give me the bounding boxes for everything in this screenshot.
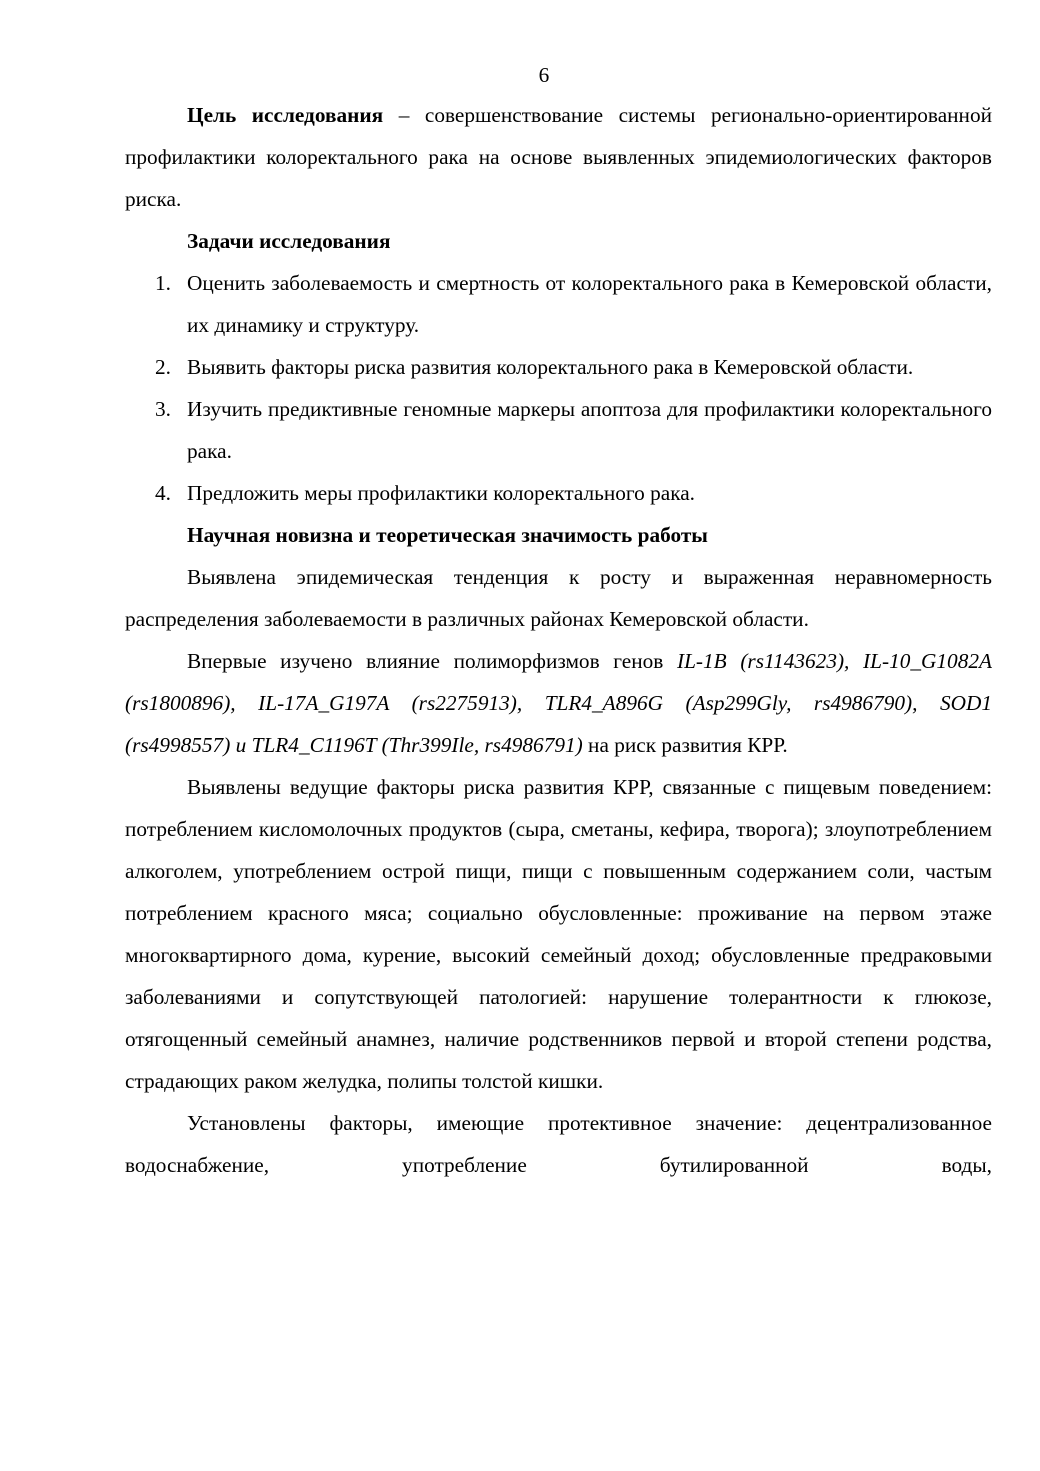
list-item-text: Оценить заболеваемость и смертность от колоректального рака в Кемеровской области, их динамику и структуру. bbox=[187, 271, 992, 337]
goal-label: Цель исследования bbox=[187, 103, 384, 127]
list-item-number: 1. bbox=[155, 271, 171, 295]
novelty-heading: Научная новизна и теоретическая значимость работы bbox=[187, 523, 708, 547]
list-item bbox=[125, 262, 992, 346]
novelty-paragraph-2 bbox=[125, 640, 992, 766]
list-item-number: 2. bbox=[155, 355, 171, 379]
novelty-paragraph-4: Установлены факторы, имеющие протективное значение: децентрализованное водоснабжение, употребление бутилированной воды, bbox=[125, 1111, 992, 1177]
page-content bbox=[125, 94, 992, 1186]
tasks-list bbox=[125, 262, 992, 514]
list-item-number: 3. bbox=[155, 397, 171, 421]
list-item-number: 4. bbox=[155, 481, 171, 505]
page-number: 6 bbox=[538, 63, 550, 87]
novelty-paragraph-1: Выявлена эпидемическая тенденция к росту и выраженная неравномерность распределения заболеваемости в различных районах Кемеровской области. bbox=[125, 565, 992, 631]
list-item-text: Изучить предиктивные геномные маркеры апоптоза для профилактики колоректального рака. bbox=[187, 397, 992, 463]
novelty-paragraph-3: Выявлены ведущие факторы риска развития КРР, связанные с пищевым поведением: потреблением кисломолочных продуктов (сыра, сметаны, кефира, творога); злоупотреблением алкоголем, употреблением острой пищи, пищи с повышенным содержанием соли, частым потреблением красного мяса; социально обусловленные: проживание на первом этаже многоквартирного дома, курение, высокий семейный доход; обусловленные предраковыми заболеваниями и сопутствующей патологией: нарушение толерантности к глюкозе, отягощенный семейный анамнез, наличие родственников первой и второй степени родства, страдающих раком желудка, полипы толстой кишки. bbox=[125, 775, 992, 1093]
paragraph-text: Впервые изучено влияние полиморфизмов генов bbox=[187, 649, 677, 673]
list-item bbox=[125, 472, 992, 514]
goal-text: – совершенствование системы регионально-ориентированной профилактики колоректального рака на основе выявленных эпидемиологических факторов риска. bbox=[125, 103, 992, 211]
tasks-heading: Задачи исследования bbox=[187, 229, 391, 253]
list-item-text: Выявить факторы риска развития колоректального рака в Кемеровской области. bbox=[187, 355, 914, 379]
goal-paragraph bbox=[125, 94, 992, 220]
paragraph-text: на риск развития КРР. bbox=[582, 733, 788, 757]
list-item-text: Предложить меры профилактики колоректального рака. bbox=[187, 481, 696, 505]
list-item bbox=[125, 388, 992, 472]
gene-list: IL-1B (rs1143623), IL-10_G1082A (rs1800896), IL-17A_G197A (rs2275913), TLR4_A896G (Asp299Gly, rs4986790), SOD1 (rs4998557) и TLR4_C1196T (Thr399Ile, rs4986791) bbox=[125, 649, 993, 757]
list-item bbox=[125, 346, 992, 388]
